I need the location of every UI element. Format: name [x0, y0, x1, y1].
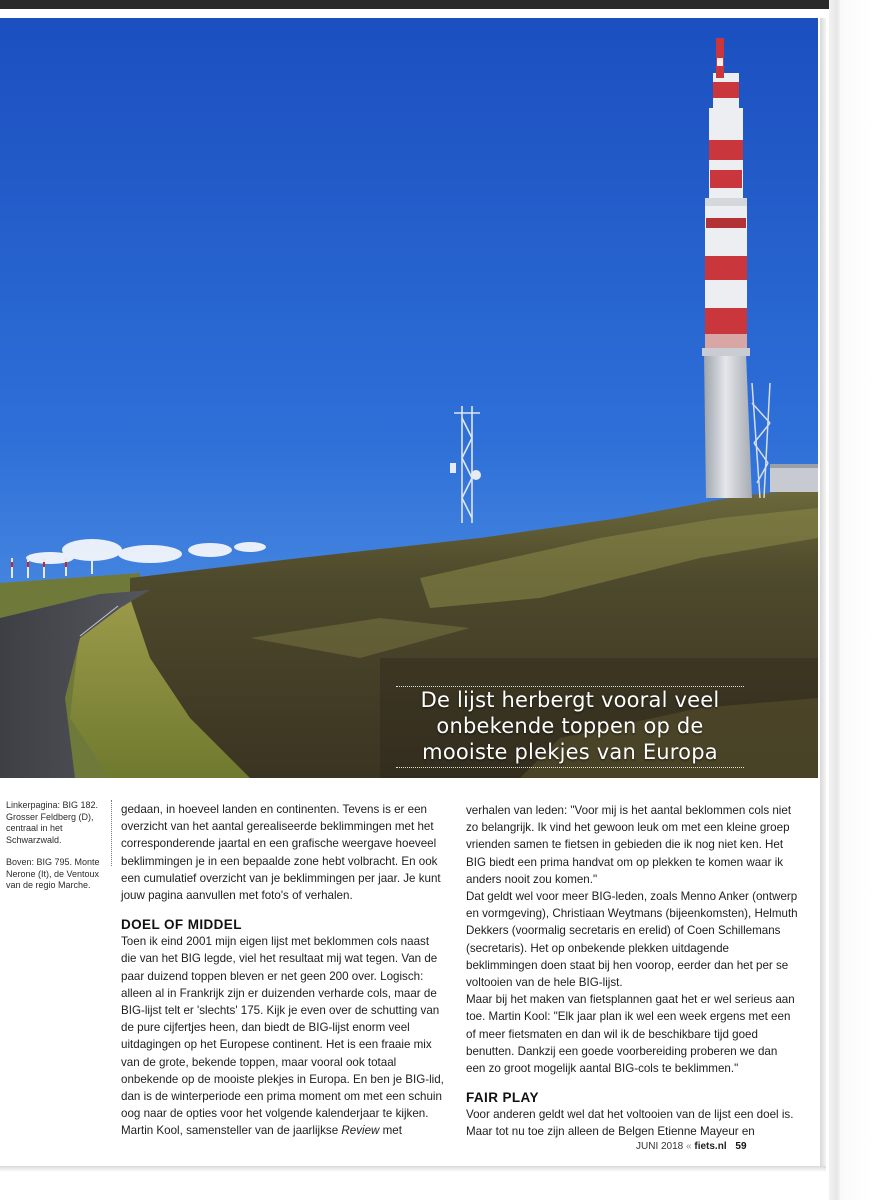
scan-border-top	[0, 0, 873, 9]
pull-quote-line: mooiste plekjes van Europa	[422, 740, 718, 764]
paragraph: Voor anderen geldt wel dat het voltooien van de lijst een doel is. Maar tot nu toe zijn alleen de Belgen Etienne Mayeur en	[466, 1108, 794, 1139]
photo-captions	[6, 800, 110, 903]
paragraph	[121, 933, 447, 1139]
italic-title: Review	[341, 1124, 380, 1138]
page-bottom-shadow	[0, 1166, 826, 1172]
scan-border-right	[829, 0, 873, 1200]
section-heading: FAIR PLAY	[466, 1090, 539, 1106]
caption-divider	[111, 800, 112, 866]
page-edge	[820, 18, 826, 1168]
article-column-1	[121, 801, 447, 1140]
pull-quote-line: onbekende toppen op de	[436, 714, 704, 738]
pull-quote-rule-bottom	[396, 767, 744, 768]
page-number: 59	[735, 1141, 747, 1152]
paragraph: verhalen van leden: "Voor mij is het aantal beklommen cols niet zo belangrijk. Ik vind het gewoon leuk om met een kleine groep vrienden samen te fietsen in gebieden die ik nog niet ken. Het BIG biedt een prima handvat om op plekken te komen waar ik anders nooit zou komen."	[466, 804, 792, 886]
caption-above: Boven: BIG 795. Monte Nerone (It), de Ventoux van de regio Marche.	[6, 857, 100, 890]
paragraph-text: Toen ik eind 2001 mijn eigen lijst met beklommen cols naast die van het BIG legde, viel het resultaat mij wat tegen. Van de paar duizend toppen bleven er net geen 200 over. Logisch: alleen al in Frankrijk zijn er duizenden verharde cols, maar de BIG-lijst telt er 'slechts' 175. Kijk je even over de schutting van de pure cijfertjes heen, dan biedt de BIG-lijst enorm veel uitdagingen op het Europese continent. Het is een fraaie mix van de grote, bekende toppen, maar vooral ook totaal onbekende op de mooiste plekjes in Europa. En ben je BIG-lid, dan is de winterperiode een prima moment om met een schuin oog naar de opties voor het volgende kalenderjaar te kijken. Martin Kool, samensteller van de jaarlijkse	[121, 935, 444, 1138]
footer-separator: «	[686, 1141, 692, 1152]
footer-date: JUNI 2018	[636, 1141, 684, 1152]
article-column-2	[466, 802, 798, 1141]
hero-photo	[0, 18, 818, 778]
caption-left-page: Linkerpagina: BIG 182. Grosser Feldberg (D), centraal in het Schwarzwald.	[6, 800, 99, 845]
pull-quote	[390, 686, 750, 768]
paragraph: Dat geldt wel voor meer BIG-leden, zoals Menno Anker (ontwerp en vormgeving), Christiaan Weytmans (bijeenkomsten), Helmuth Dekkers (voormalig secretaris en erelid) of Coen Schillemans (secretaris). Het op onbekende plekken uitdagende beklimmingen doen staat bij hen voorop, eerder dan het per se voltooien van de hele BIG-lijst.	[466, 890, 798, 990]
paragraph: gedaan, in hoeveel landen en continenten. Tevens is er een overzicht van het aantal gerealiseerde beklimmingen met het corresponderende jaartal en een grafische weergave hoeveel beklimmingen je in een bepaalde zone hebt volbracht. En ook een cumulatief overzicht van je beklimmingen per jaar. Je kunt jouw pagina aanvullen met foto's of verhalen.	[121, 803, 441, 903]
pull-quote-line: De lijst herbergt vooral veel	[420, 688, 720, 712]
hero-photo-illustration	[0, 18, 818, 778]
section-heading: DOEL OF MIDDEL	[121, 917, 242, 933]
footer-site: fiets.nl	[694, 1141, 727, 1152]
paragraph: Maar bij het maken van fietsplannen gaat het er wel serieus aan toe. Martin Kool: "Elk jaar plan ik wel een week ergens met een of meer fietsmaten en dan wil ik de beschikbare tijd goed benutten. Dankzij een goede voorbereiding proberen we dan een zo groot mogelijk aantal BIG-cols te beklimmen."	[466, 993, 795, 1076]
paragraph-text: met	[379, 1124, 402, 1138]
page-footer	[636, 1141, 747, 1152]
